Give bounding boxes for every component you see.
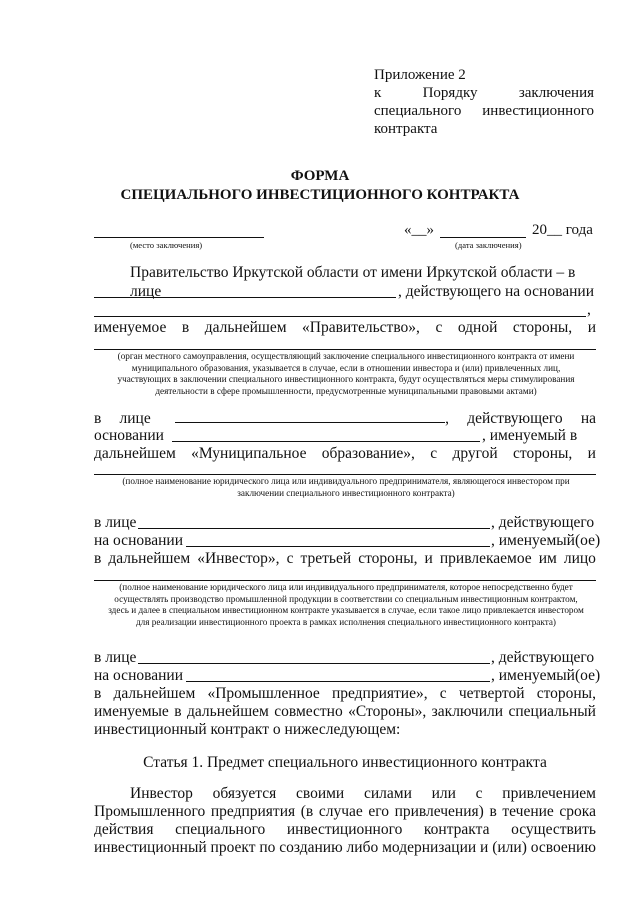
enterprise-line-2-end: , именуемый(ое): [491, 667, 601, 684]
article-1-line-1: Инвестор обязуется своими силами или с привлечением: [130, 785, 596, 802]
investor-rep-blank: [138, 528, 490, 529]
investor-line-2-start: на основании: [94, 532, 183, 549]
date-day: «__»: [404, 222, 434, 238]
enterprise-name-blank: [94, 580, 596, 581]
enterprise-line-4: именуемые в дальнейшем совместно «Стороны», заключили специальный: [94, 703, 596, 720]
enterprise-basis-blank: [186, 681, 490, 682]
article-1-line-2: Промышленного предприятия (в случае его привлечения) в течение срока: [94, 803, 596, 820]
appendix-line-1: Приложение 2: [374, 67, 466, 83]
investor-note: (полное наименование юридического лица или индивидуального предпринимателя, которое непосредственно будет осуществлять производство промышленной продукции в соответствии со специальным инвестиционным контрактом, здесь и далее в специальном инвестиционном контракте указывается в случае, если такое лицо привлекается инвестором для реализации инвестиционного проекта в рамках исполнения специального инвестиционного контракта): [108, 582, 584, 627]
investor-basis-blank: [186, 546, 490, 547]
investor-line-2-end: , именуемый(ое): [491, 532, 601, 549]
enterprise-line-3: в дальнейшем «Промышленное предприятие», с четвертой стороны,: [94, 685, 596, 702]
article-1-line-4: инвестиционный проект по созданию либо модернизации и (или) освоению: [94, 839, 596, 856]
date-caption: (дата заключения): [455, 240, 522, 250]
enterprise-line-1-end: , действующего: [491, 649, 595, 666]
investor-line-3: в дальнейшем «Инвестор», с третьей стороны, и привлекаемое им лицо: [94, 550, 596, 567]
municipal-line-2-start: основании: [94, 427, 164, 444]
enterprise-line-1-start: в лице: [94, 649, 137, 666]
form-title: ФОРМА: [290, 168, 350, 184]
date-year: 20__ года: [532, 222, 593, 238]
article-1-line-3: действия специального инвестиционного контракта осуществить: [94, 821, 596, 838]
municipal-note: (полное наименование юридического лица или индивидуального предпринимателя, являющегося инвестором при заключении специального инвестиционного контракта): [122, 476, 570, 498]
government-name-blank: [94, 297, 396, 298]
investor-name-blank: [94, 474, 596, 475]
date-month-blank: [440, 237, 526, 238]
municipality-name-blank: [94, 349, 596, 350]
place-caption: (место заключения): [130, 240, 203, 250]
enterprise-line-5: инвестиционный контракт о нижеследующем:: [94, 721, 401, 738]
municipal-basis-blank: [172, 441, 480, 442]
enterprise-line-2-start: на основании: [94, 667, 183, 684]
government-note: (орган местного самоуправления, осуществляющий заключение специального инвестиционного контракта от имени муниципального образования, указывается в случае, если в отношении инвестора и (или) привлеченных лиц, участвующих в заключении специального инвестиционного контракта, будут осуществляться меры стимулирования деятельности в сфере промышленности, предусмотренные муниципальными правовыми актами): [117, 351, 575, 396]
enterprise-rep-blank: [138, 663, 490, 664]
investor-line-1-end: , действующего: [491, 514, 595, 531]
appendix-line-3: специального инвестиционного: [374, 103, 594, 119]
government-line-4: именуемое в дальнейшем «Правительство», с одной стороны, и: [94, 319, 596, 336]
place-blank: [94, 237, 264, 238]
government-line-1: Правительство Иркутской области от имени Иркутской области – в лице: [130, 264, 576, 300]
appendix-line-4: контракта: [374, 121, 438, 137]
municipal-line-2-end: , именуемый в: [482, 427, 578, 444]
municipal-line-1: в лице , действующего на: [94, 410, 596, 427]
government-line-3-tail: ,: [587, 301, 591, 318]
contract-title: СПЕЦИАЛЬНОГО ИНВЕСТИЦИОННОГО КОНТРАКТА: [120, 187, 520, 203]
government-basis-blank: [94, 316, 586, 317]
appendix-line-2: к Порядку заключения: [374, 85, 594, 101]
municipal-line-3: дальнейшем «Муниципальное образование», с другой стороны, и: [94, 445, 596, 462]
investor-line-1-start: в лице: [94, 514, 137, 531]
government-line-2-tail: , действующего на основании: [398, 283, 594, 300]
article-1-heading: Статья 1. Предмет специального инвестиционного контракта: [143, 754, 547, 771]
